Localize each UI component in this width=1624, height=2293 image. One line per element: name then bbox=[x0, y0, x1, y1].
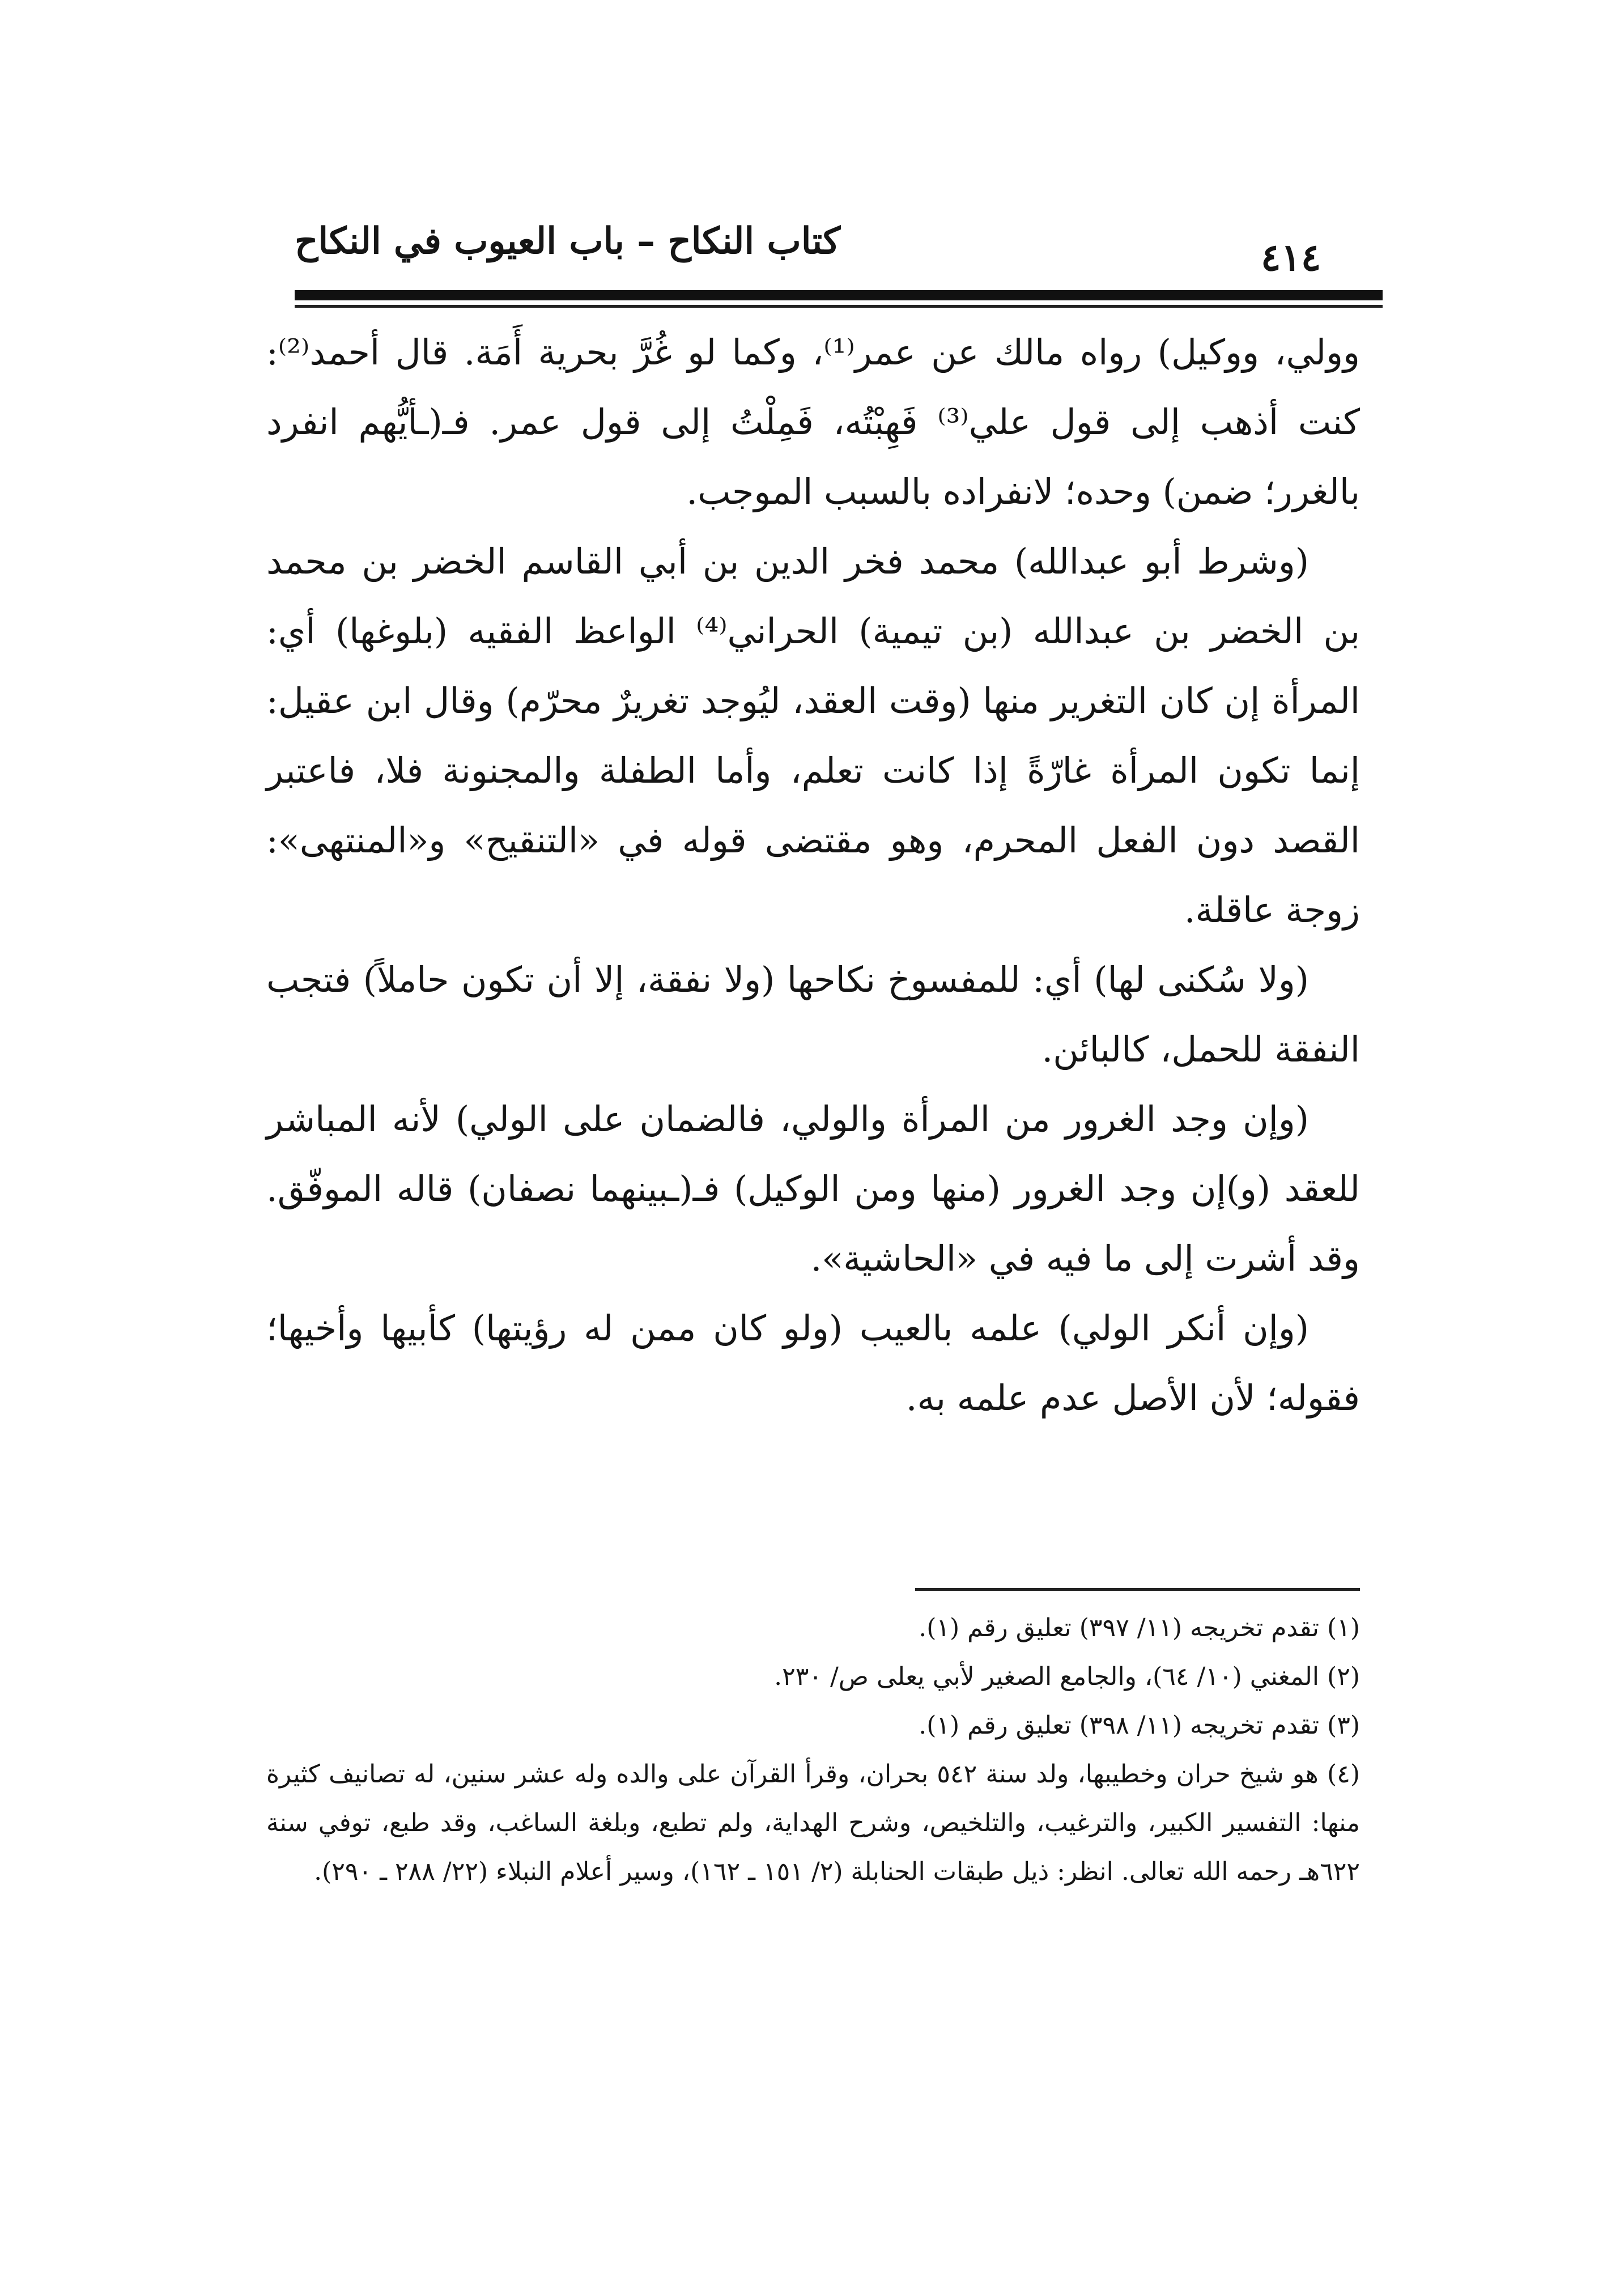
footnote: (٣) تقدم تخريجه (١١/ ٣٩٨) تعليق رقم (١). bbox=[919, 1711, 1360, 1740]
footnotes bbox=[266, 1604, 1360, 1896]
footnote: (٤) هو شيخ حران وخطيبها، ولد سنة ٥٤٢ بحران، وقرأ القرآن على والده وله عشر سنين، له تصانيف كثيرة منها: التفسير الكبير، والترغيب، والتلخيص، وشرح الهداية، ولم تطبع، وبلغة الساغب، وقد طبع، توفي سنة ٦٢٢هـ رحمه الله تعالى. انظر: ذيل طبقات الحنابلة (٢/ ١٥١ ـ ١٦٢)، وسير أعلام النبلاء (٢٢/ ٢٨٨ ـ ٢٩٠). bbox=[266, 1760, 1360, 1886]
footnote-separator bbox=[915, 1588, 1360, 1591]
header-rule-thick bbox=[295, 290, 1383, 300]
paragraph: وولي، ووكيل) رواه مالك عن عمر⁽¹⁾، وكما لو غُرَّ بحرية أَمَة. قال أحمد⁽²⁾: كنت أذهب إلى قول علي⁽³⁾ فَهِبْتُه، فَمِلْتُ إلى قول عمر. فـ(ـأيُّهم انفرد بالغرر؛ ضمن) وحده؛ لانفراده بالسبب الموجب. bbox=[266, 332, 1361, 512]
paragraph: (وشرط أبو عبدالله) محمد فخر الدين بن أبي القاسم الخضر بن محمد بن الخضر بن عبدالله (بن تيمية) الحراني⁽⁴⁾ الواعظ الفقيه (بلوغها) أي: المرأة إن كان التغرير منها (وقت العقد، ليُوجد تغريرٌ محرّم) وقال ابن عقيل: إنما تكون المرأة غارّةً إذا كانت تعلم، وأما الطفلة والمجنونة فلا، فاعتبر القصد دون الفعل المحرم، وهو مقتضى قوله في «التنقيح» و«المنتهى»: زوجة عاقلة. bbox=[266, 541, 1361, 931]
footnote: (١) تقدم تخريجه (١١/ ٣٩٧) تعليق رقم (١). bbox=[919, 1613, 1360, 1642]
paragraph: (ولا سُكنى لها) أي: للمفسوخ نكاحها (ولا نفقة، إلا أن تكون حاملاً) فتجب النفقة للحمل، كالبائن. bbox=[266, 959, 1360, 1070]
running-header-title: كتاب النكاح – باب العيوب في النكاح bbox=[295, 220, 840, 262]
page-number: ٤١٤ bbox=[1261, 235, 1321, 279]
header-rule-thin bbox=[295, 305, 1383, 308]
paragraph: (وإن أنكر الولي) علمه بالعيب (ولو كان ممن له رؤيتها) كأبيها وأخيها؛ فقوله؛ لأن الأصل عدم علمه به. bbox=[266, 1307, 1360, 1419]
paragraph: (وإن وجد الغرور من المرأة والولي، فالضمان على الولي) لأنه المباشر للعقد (و)إن وجد الغرور (منها ومن الوكيل) فـ(ـبينهما نصفان) قاله الموفّق. وقد أشرت إلى ما فيه في «الحاشية». bbox=[266, 1098, 1360, 1279]
main-text bbox=[266, 317, 1360, 1433]
footnote: (٢) المغني (١٠/ ٦٤)، والجامع الصغير لأبي يعلى ص/ ٢٣٠. bbox=[774, 1662, 1360, 1691]
